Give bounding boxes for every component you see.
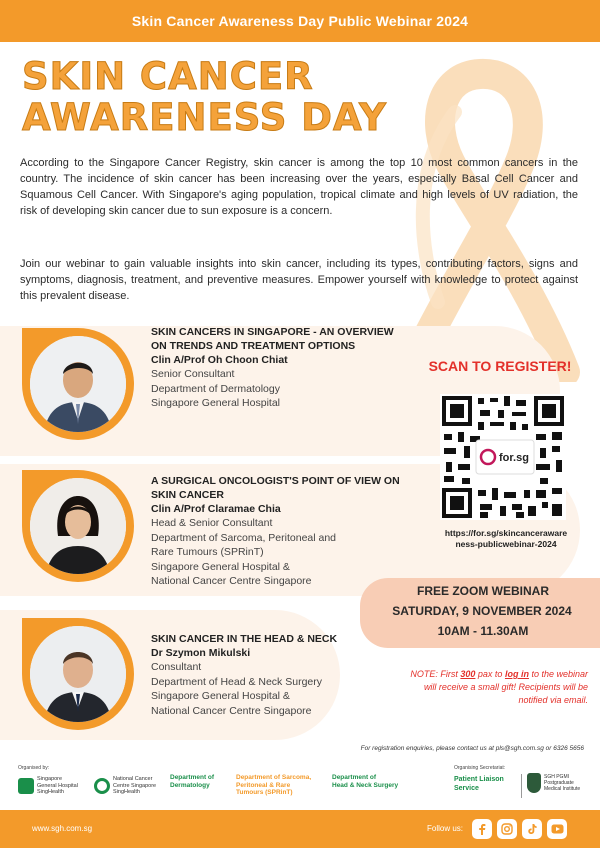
talk-1-title: SKIN CANCERS IN SINGAPORE - AN OVERVIEW ON TRENDS AND TREATMENT OPTIONS: [151, 326, 394, 352]
secretariat-label: Organising Secretariat:: [454, 765, 506, 771]
page-title: [22, 56, 402, 138]
talk-1-line: Singapore General Hospital: [151, 397, 280, 409]
patient-liaison-service: [454, 776, 504, 793]
registration-url-line-2: ness-publicwebinar-2024: [455, 539, 557, 549]
title-line-1: SKIN CANCER: [22, 55, 314, 98]
follow-us-label: Follow us:: [427, 824, 464, 833]
scan-to-register-heading: SCAN TO REGISTER!: [428, 358, 572, 374]
footer: [0, 810, 600, 848]
pls-text: Service: [454, 784, 479, 792]
pls-text: Patient Liaison: [454, 776, 504, 783]
talk-2: [151, 474, 401, 589]
youtube-icon[interactable]: [547, 819, 567, 839]
talk-2-speaker: Clin A/Prof Claramae Chia: [151, 503, 281, 515]
talk-2-line: Department of Sarcoma, Peritoneal and Rare Tumours (SPRinT): [151, 531, 337, 558]
top-banner: [0, 0, 600, 42]
speaker-1-portrait: [30, 336, 126, 432]
dept-head-neck: [332, 774, 398, 789]
dept-sprint-text: Department of Sarcoma,: [236, 774, 312, 781]
sgh-logo-text: SingHealth: [37, 789, 64, 795]
nccs-logo-text: National Cancer: [113, 776, 153, 782]
nccs-mark-icon: [94, 778, 110, 794]
talk-1-speaker: Clin A/Prof Oh Choon Chiat: [151, 354, 288, 366]
talk-3: [151, 632, 401, 718]
speaker-3-portrait: [30, 626, 126, 722]
talk-3-line: Department of Head & Neck Surgery: [151, 675, 322, 688]
website-link[interactable]: www.sgh.com.sg: [32, 824, 93, 833]
talk-2-line: Singapore General Hospital &: [151, 560, 290, 573]
dept-sprint-text: Tumours (SPRinT): [236, 789, 293, 796]
speaker-photo-2: [22, 470, 134, 582]
logo-divider: [521, 774, 522, 798]
sgh-logo-text: Singapore: [37, 776, 63, 782]
intro-paragraph-1: According to the Singapore Cancer Registry, skin cancer is among the top 10 most common cancers in the country. The incidence of skin cancer has been increasing over the years, especially Basal Cell Cancer and Squamous Cell Cancer. With Singapore's aging population, tropical climate and high levels of UV radiation, the risk of developing skin cancer due to sun exposure is a concern.: [20, 157, 578, 217]
pgmi-text: Medical Institute: [544, 786, 581, 792]
pgmi-crest-icon: [527, 773, 541, 793]
speaker-photo-1: [22, 328, 134, 440]
sgh-logo-text: General Hospital: [37, 782, 78, 789]
nccs-logo-text: Centre Singapore: [113, 782, 157, 789]
organised-by-label: Organised by:: [18, 765, 50, 771]
registration-qr-code[interactable]: [440, 394, 566, 520]
sgh-logo: [18, 776, 78, 796]
talk-2-line: National Cancer Centre Singapore: [151, 575, 312, 587]
qr-badge-text: for.sg: [499, 452, 529, 464]
webinar-time: 10AM - 11.30AM: [437, 624, 529, 638]
dept-sprint: [236, 774, 311, 797]
dept-dermatology: [170, 774, 214, 789]
registration-url-line-1: https://for.sg/skincanceraware: [444, 528, 568, 538]
talk-2-title: A SURGICAL ONCOLOGIST'S POINT OF VIEW ON SKIN CANCER: [151, 475, 400, 501]
registration-url[interactable]: [428, 528, 584, 550]
dept-head-neck-text: Head & Neck Surgery: [332, 781, 399, 789]
talk-3-line: National Cancer Centre Singapore: [151, 704, 312, 717]
intro-paragraph-2: Join our webinar to gain valuable insights into skin cancer, including its types, contributing factors, signs and symptoms, diagnosis, treatment, and preventive measures. Empower yourself with knowledge to protect against this prevalent disease.: [20, 258, 578, 302]
talk-1: [151, 325, 401, 411]
talk-1-line: Department of Dermatology: [151, 382, 280, 395]
talk-3-title: SKIN CANCER IN THE HEAD & NECK: [151, 633, 338, 645]
note-count: 300: [460, 669, 476, 679]
pgmi-text: Postgraduate: [544, 780, 574, 786]
talk-3-line: Singapore General Hospital &: [151, 690, 290, 702]
webinar-type: FREE ZOOM WEBINAR: [417, 584, 549, 598]
note-text: NOTE: First: [410, 669, 461, 679]
dept-dermatology-text: Dermatology: [170, 781, 210, 789]
webinar-date: SATURDAY, 9 NOVEMBER 2024: [392, 604, 572, 618]
gift-note: [398, 668, 588, 707]
speaker-photo-3: [22, 618, 134, 730]
facebook-icon[interactable]: [472, 819, 492, 839]
registration-enquiries: For registration enquiries, please contact us at pls@sgh.com.sg or 6326 5656: [360, 745, 584, 752]
talk-3-line: Consultant: [151, 661, 202, 673]
note-text: to the webinar will receive a small gift! Recipients will be notified via email.: [423, 669, 588, 705]
sgh-pgmi-logo: [527, 773, 580, 793]
talk-1-line: Senior Consultant: [151, 368, 235, 380]
tiktok-icon[interactable]: [522, 819, 542, 839]
nccs-logo-text: SingHealth: [113, 789, 140, 795]
banner-text: Skin Cancer Awareness Day Public Webinar 2024: [131, 13, 469, 29]
speaker-2-portrait: [30, 478, 126, 574]
dept-dermatology-text: Department of: [170, 774, 215, 781]
instagram-icon[interactable]: [497, 819, 517, 839]
dept-head-neck-text: Department of: [332, 774, 377, 781]
pgmi-text: SGH PGMI: [544, 774, 570, 780]
note-text: pax to: [475, 669, 505, 679]
nccs-logo: [94, 776, 156, 796]
talk-2-line: Head & Senior Consultant: [151, 517, 273, 529]
title-line-2: AWARENESS DAY: [22, 96, 387, 139]
dept-sprint-text: Peritoneal & Rare: [236, 781, 291, 789]
note-login: log in: [504, 669, 529, 679]
sgh-mark-icon: [18, 778, 34, 794]
talk-3-speaker: Dr Szymon Mikulski: [151, 647, 251, 659]
